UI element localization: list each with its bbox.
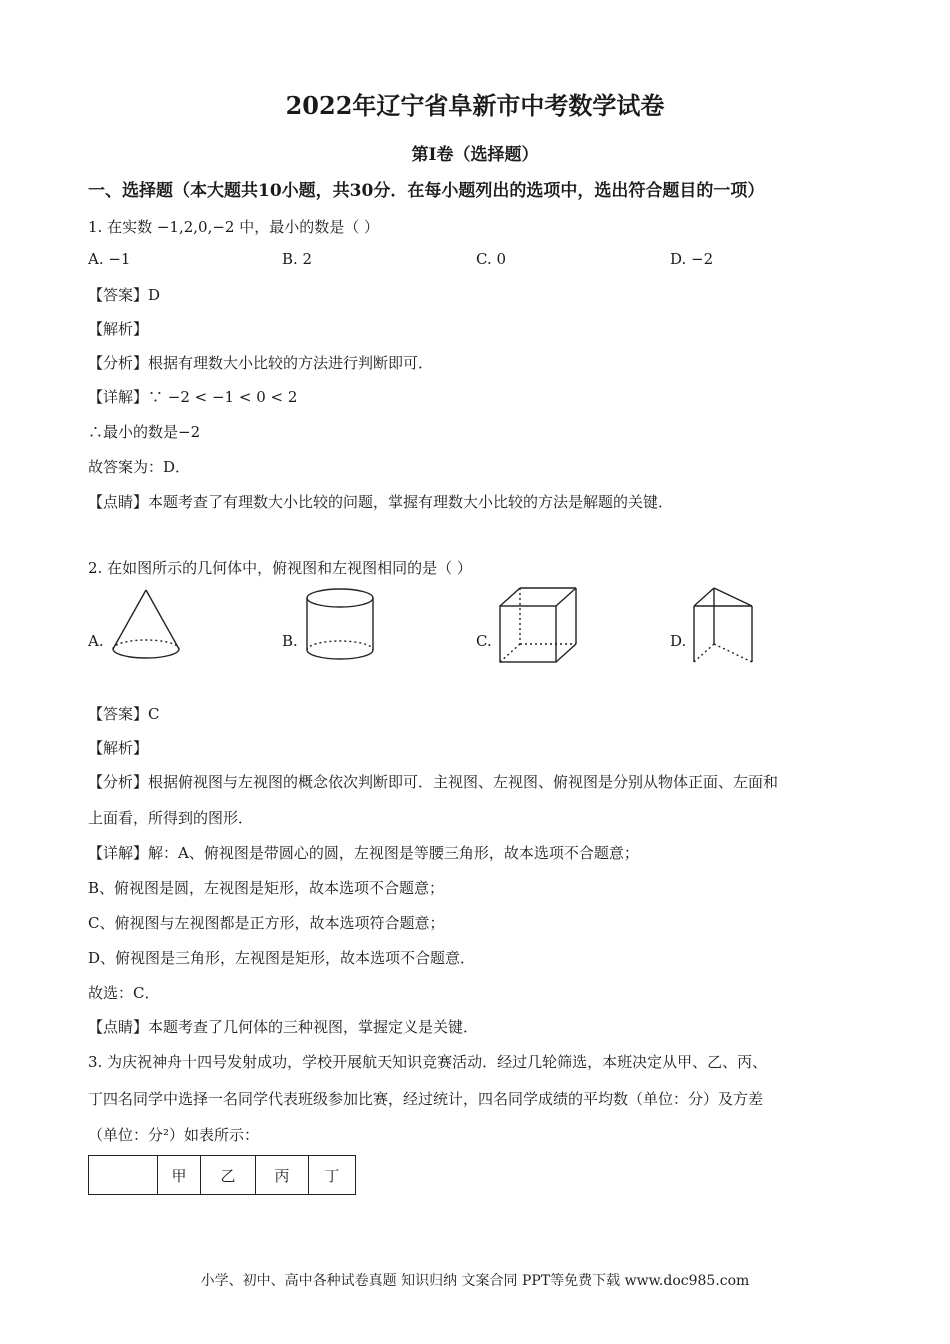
q2-stem: 2. 在如图所示的几何体中，俯视图和左视图相同的是（ ）: [88, 559, 472, 577]
prism-figure: [690, 584, 760, 668]
q1-stem: 1. 在实数 −1,2,0,−2 中，最小的数是（ ）: [88, 218, 379, 236]
q1-option-a: A. −1: [88, 250, 131, 268]
q2-option-d-explain: D、俯视图是三角形，左视图是矩形，故本选项不合题意．: [88, 949, 476, 967]
q2-label-c: C.: [476, 632, 492, 650]
q2-fenxi-line1: 【分析】根据俯视图与左视图的概念依次判断即可．主视图、左视图、俯视图是分别从物体正面、左面和: [88, 773, 779, 791]
table-cell: 丙: [256, 1156, 309, 1195]
q1-option-d: D. −2: [670, 250, 714, 268]
cone-figure: [108, 586, 184, 666]
q2-label-a: A.: [88, 632, 104, 650]
q3-line2: 丁四名同学中选择一名同学代表班级参加比赛，经过统计，四名同学成绩的平均数（单位：分）及方差: [88, 1090, 764, 1108]
q2-final: 故选：C．: [88, 984, 160, 1002]
cube-figure: [496, 584, 580, 668]
q2-option-b-explain: B、俯视图是圆，左视图是矩形，故本选项不合题意；: [88, 879, 445, 897]
table-cell: [89, 1156, 158, 1195]
page-title: 2022年辽宁省阜新市中考数学试卷: [285, 91, 665, 120]
table-cell: 乙: [201, 1156, 256, 1195]
q1-therefore: ∴最小的数是−2: [88, 423, 201, 441]
footer-text: 小学、初中、高中各种试卷真题 知识归纳 文案合同 PPT等免费下载 www.doc985.com: [200, 1273, 750, 1289]
volume-heading: 第Ⅰ卷（选择题）: [411, 145, 539, 165]
q2-label-d: D.: [670, 632, 687, 650]
q3-table: [88, 1155, 356, 1195]
table-row: [89, 1156, 356, 1195]
q1-answer: 【答案】D: [88, 286, 161, 304]
table-cell: 丁: [309, 1156, 356, 1195]
q1-dianjing: 【点睛】本题考查了有理数大小比较的问题，掌握有理数大小比较的方法是解题的关键．: [88, 493, 674, 511]
table-cell: 甲: [158, 1156, 201, 1195]
q3-line1: 3. 为庆祝神舟十四号发射成功，学校开展航天知识竞赛活动．经过几轮筛选，本班决定从甲、乙、丙、: [88, 1053, 768, 1071]
q2-fenxi-line2: 上面看，所得到的图形．: [88, 809, 254, 827]
q1-analysis-head: 【解析】: [88, 320, 149, 338]
q1-final: 故答案为：D．: [88, 458, 191, 476]
q1-fenxi: 【分析】根据有理数大小比较的方法进行判断即可．: [88, 354, 434, 372]
q2-analysis-head: 【解析】: [88, 739, 149, 757]
q3-line3: （单位：分²）如表所示：: [88, 1126, 260, 1144]
q1-option-c: C. 0: [476, 250, 507, 268]
q1-option-b: B. 2: [282, 250, 313, 268]
q2-option-c-explain: C、俯视图与左视图都是正方形，故本选项符合题意；: [88, 914, 445, 932]
section-heading: 一、选择题（本大题共10小题，共30分．在每小题列出的选项中，选出符合题目的一项）: [88, 181, 765, 201]
q1-xiangjie: 【详解】∵ −2 < −1 < 0 < 2: [88, 388, 298, 406]
q2-xiangjie: 【详解】解：A、俯视图是带圆心的圆，左视图是等腰三角形，故本选项不合题意；: [88, 844, 639, 862]
cylinder-figure: [302, 586, 378, 666]
q2-dianjing: 【点睛】本题考查了几何体的三种视图，掌握定义是关键．: [88, 1018, 479, 1036]
q2-label-b: B.: [282, 632, 298, 650]
q2-answer: 【答案】C: [88, 705, 160, 723]
